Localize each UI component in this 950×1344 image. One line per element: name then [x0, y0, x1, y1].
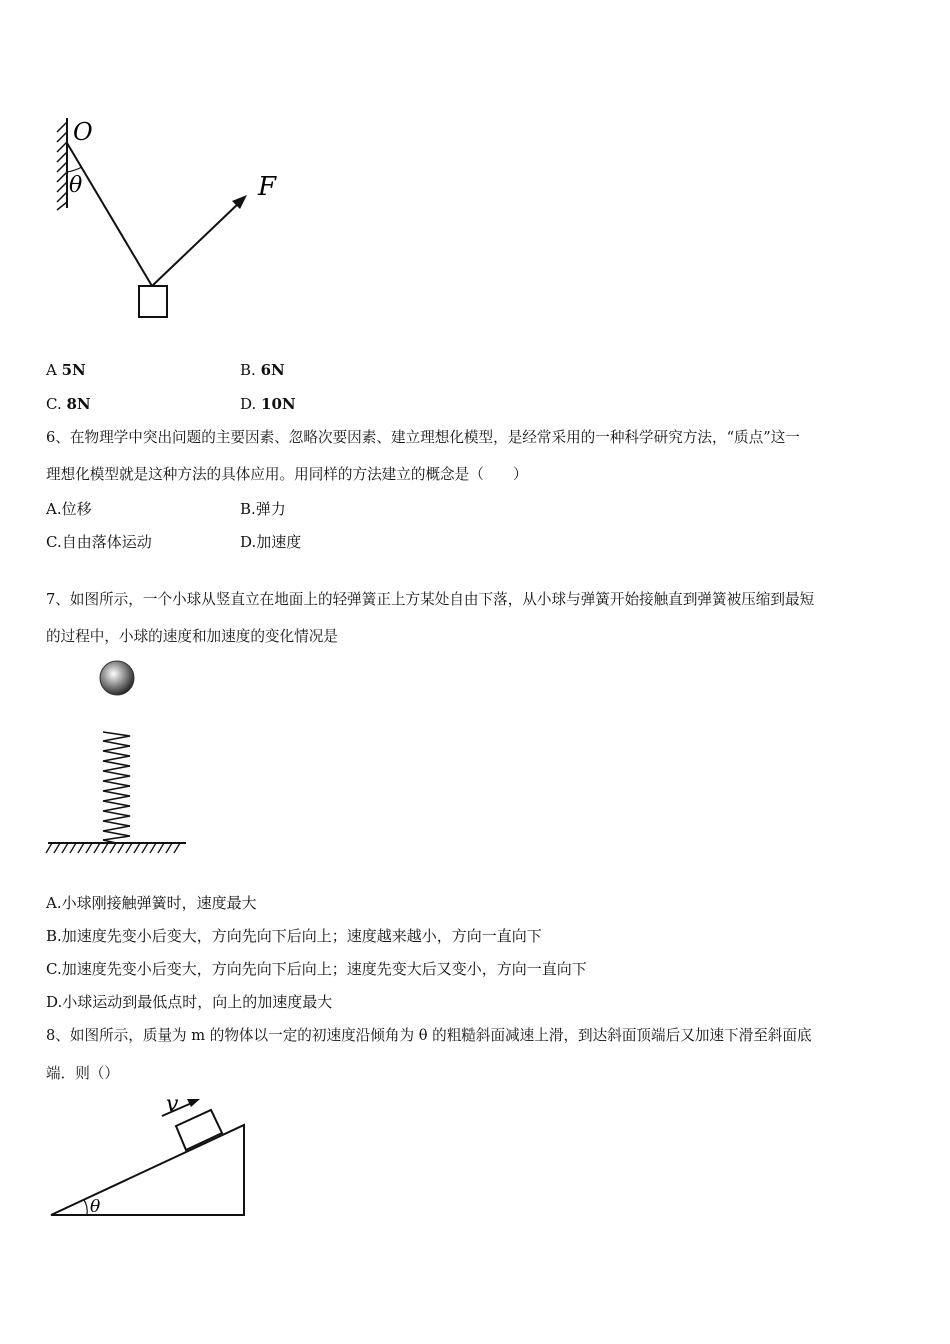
q5-option-c[interactable]: C. 8N	[46, 395, 91, 413]
q7-option-b[interactable]: B.加速度先变小后变大，方向先向下后向上；速度越来越小，方向一直向下	[46, 927, 542, 945]
q7-option-d[interactable]: D.小球运动到最低点时，向上的加速度最大	[46, 993, 333, 1011]
q8-stem-line1: 8、如图所示，质量为 m 的物体以一定的初速度沿倾角为 θ 的粗糙斜面减速上滑，到达斜面顶端后又加速下滑至斜面底	[46, 1027, 812, 1044]
figure-incline	[0, 1085, 950, 1235]
q6-option-b[interactable]: B.弹力	[240, 500, 286, 518]
q6-stem-line2: 理想化模型就是这种方法的具体应用。用同样的方法建立的概念是（ ）	[46, 466, 528, 483]
q7-option-a[interactable]: A.小球刚接触弹簧时，速度最大	[46, 894, 257, 912]
label-F: F	[258, 172, 277, 202]
spring	[103, 732, 130, 840]
label-O: O	[73, 118, 93, 146]
q6-option-a[interactable]: A.位移	[46, 500, 92, 518]
q5-option-b[interactable]: B. 6N	[240, 361, 285, 379]
figure-ball-spring	[0, 650, 950, 870]
q6-option-c[interactable]: C.自由落体运动	[46, 533, 152, 551]
figure-rope-force	[0, 0, 950, 340]
q8-stem-line2: 端．则（）	[46, 1065, 119, 1082]
ball	[100, 661, 134, 695]
label-v: v	[166, 1092, 179, 1117]
block	[176, 1110, 222, 1150]
q5-option-d[interactable]: D. 10N	[240, 395, 296, 413]
q5-option-a[interactable]: A 5N	[46, 361, 86, 379]
q7-stem-line2: 的过程中，小球的速度和加速度的变化情况是	[46, 628, 338, 645]
q6-stem-line1: 6、在物理学中突出问题的主要因素、忽略次要因素、建立理想化模型，是经常采用的一种科学研究方法，“质点”这一	[46, 429, 800, 446]
q7-stem-line1: 7、如图所示，一个小球从竖直立在地面上的轻弹簧正上方某处自由下落，从小球与弹簧开始接触直到弹簧被压缩到最短	[46, 591, 815, 608]
label-theta: θ	[69, 173, 83, 198]
label-theta-incline: θ	[90, 1197, 101, 1217]
q7-option-c[interactable]: C.加速度先变小后变大，方向先向下后向上；速度先变大后又变小，方向一直向下	[46, 960, 587, 978]
q6-option-d[interactable]: D.加速度	[240, 533, 302, 551]
